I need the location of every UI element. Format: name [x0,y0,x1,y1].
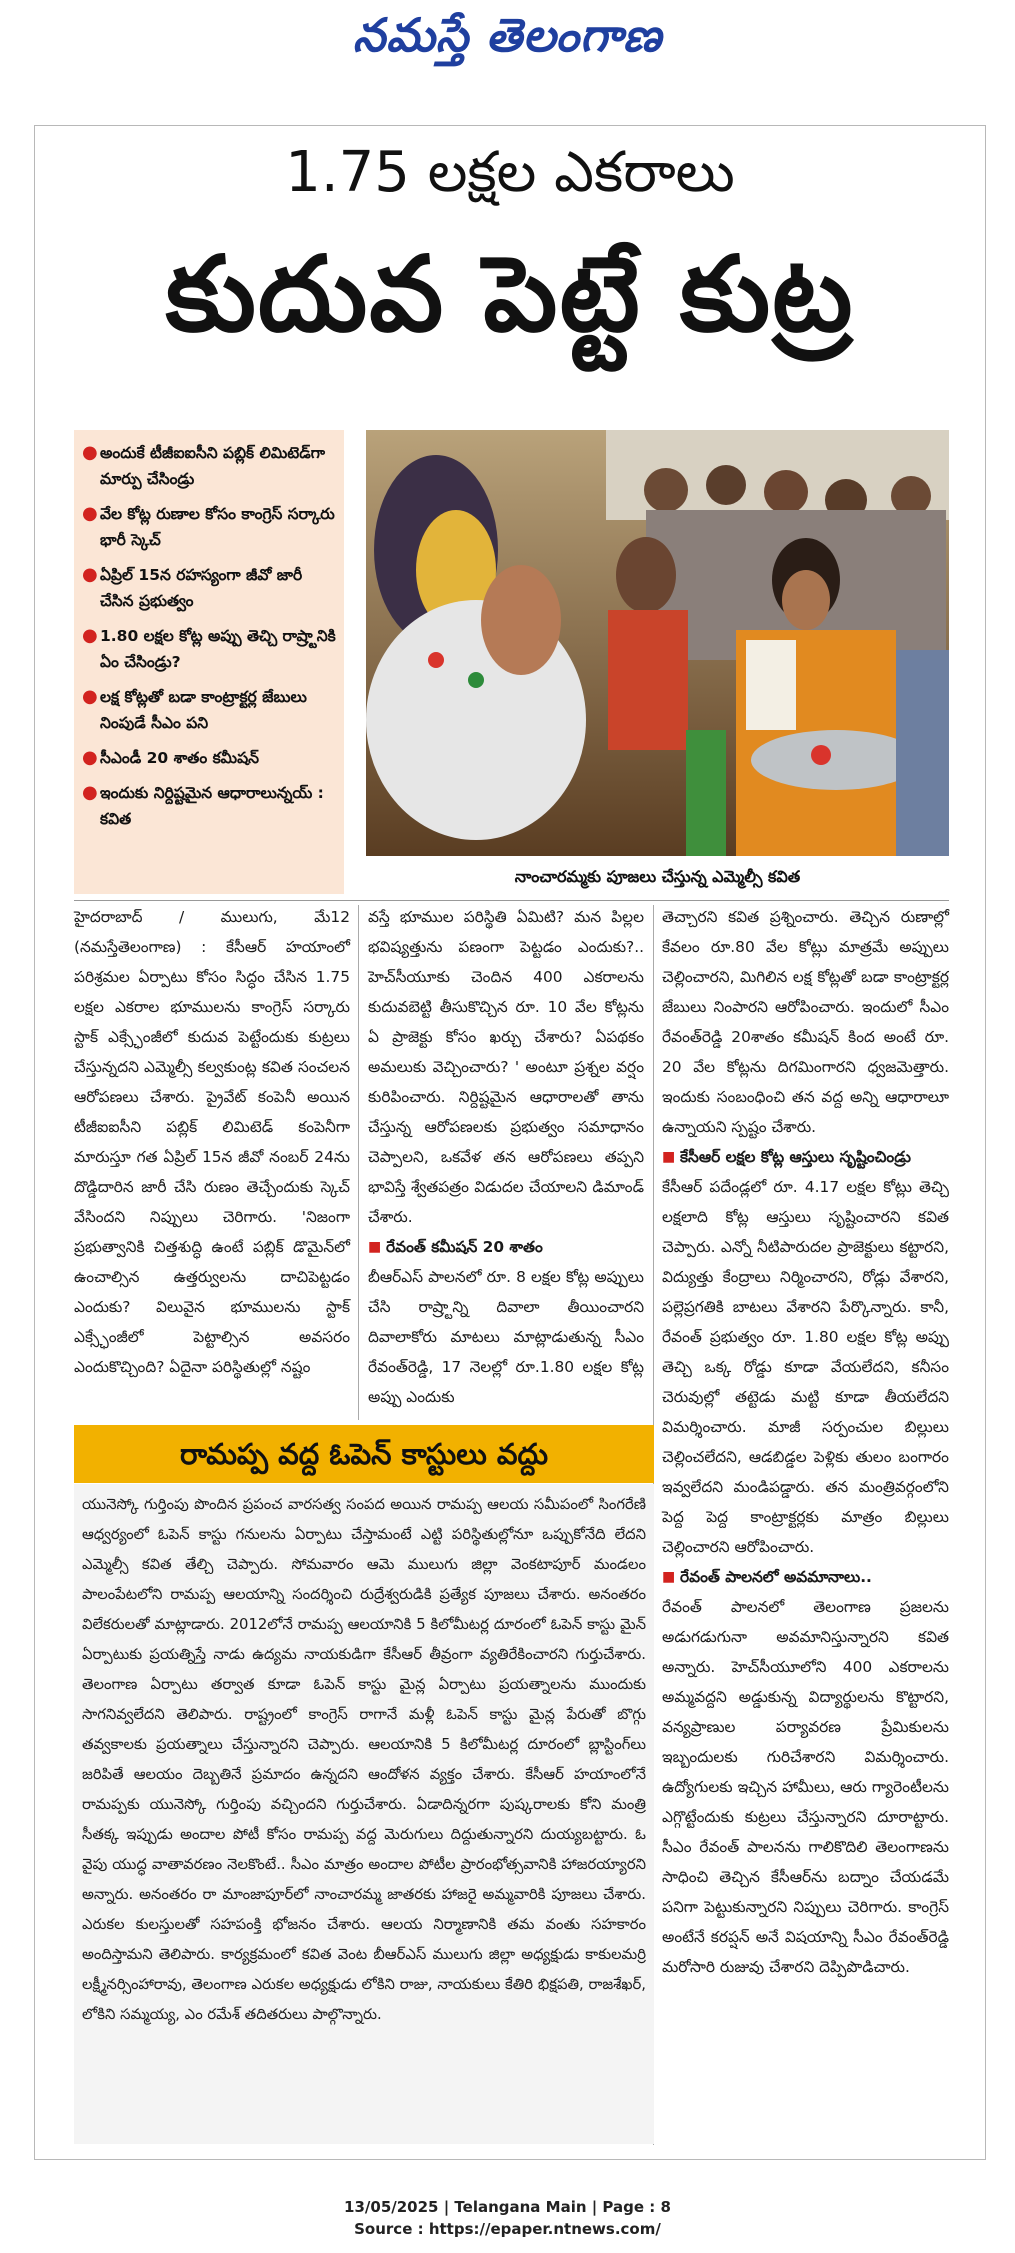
sidebar-story-banner: రామప్ప వద్ద ఓపెన్ కాస్టులు వద్దు [74,1425,654,1483]
highlight-item: ● ఏప్రిల్ 15న రహస్యంగా జీవో జారీ చేసిన ప్రభుత్వం [82,564,303,610]
highlight-item: ● వేల కోట్ల రుణాల కోసం కాంగ్రెస్ సర్కారు భారీ స్కెచ్ [82,503,335,549]
subheading: ■ రేవంత్ కమీషన్ 20 శాతం [368,1232,644,1262]
square-bullet-icon: ■ [368,1239,382,1255]
bullet-dot-icon: ● [82,782,98,803]
article-paragraph: వస్తే భూముల పరిస్థితి ఏమిటి? మన పిల్లల భవిష్యత్తును పణంగా పెట్టడం ఎందుకు?.. హెచ్‌సీయూకు చెందిన 400 ఎకరాలను కుదువబెట్టి తీసుకొచ్చిన రూ. 10 వేల కోట్లను ఏ ప్రాజెక్టు కోసం ఖర్చు చేశారు? ఏపథకం అమలుకు వెచ్చించారు? ' అంటూ ప్రశ్నల వర్షం కురిపించారు. నిర్దిష్టమైన ఆధారాలతో తాను చేస్తున్న ఆరోపణలకు ప్రభుత్వం సమాధానం చెప్పాలని, ఒకవేళ తన ఆరోపణలు తప్పని భావిస్తే శ్వేతపత్రం విడుదల చేయాలని డిమాండ్ చేశారు. [368,908,644,1226]
column-divider [358,905,359,1420]
highlight-item: ● అందుకే టీజీఐఐసీని పబ్లిక్ లిమిటెడ్‌గా మార్పు చేసిండ్రు [82,442,325,488]
article-column-2 [368,902,644,1412]
article-paragraph: కేసీఆర్ పదేండ్లలో రూ. 4.17 లక్షల కోట్లు తెచ్చి లక్షలాది కోట్ల ఆస్తులు సృష్టించారని కవిత చెప్పారు. ఎన్నో నీటిపారుదల ప్రాజెక్టులు కట్టారని, విద్యుత్తు కేంద్రాలు నిర్మించారని, రోడ్లు వేశారని, పల్లెప్రగతికి బాటలు వేశారని పేర్కొన్నారు. కానీ, రేవంత్ ప్రభుత్వం రూ. 1.80 లక్షల కోట్ల అప్పు తెచ్చి ఒక్క రోడ్డు కూడా వేయలేదని, కనీసం చెరువుల్లో తట్టెడు మట్టి కూడా తీయలేదని విమర్శించారు. మాజీ సర్పంచుల బిల్లులు చెల్లించలేదని, ఆడబిడ్డల పెళ్లికు తులం బంగారం ఇవ్వలేదని మండిపడ్డారు. తన మంత్రివర్గంలోని పెద్ద పెద్ద కాంట్రాక్టర్లకు మాత్రం బిల్లులు చెల్లించారని ఆరోపించారు. [662,1178,949,1556]
news-photo [366,430,949,856]
bullet-dot-icon: ● [82,747,98,768]
edition-info: 13/05/2025 | Telangana Main | Page : 8 [344,2198,671,2216]
highlights-box [74,430,344,894]
bullet-dot-icon: ● [82,625,98,646]
square-bullet-icon: ■ [662,1149,676,1165]
highlight-item: ● సీఎండీ 20 శాతం కమీషన్ [82,745,336,771]
source-link[interactable]: Source : https://epaper.ntnews.com/ [354,2220,661,2238]
subheading: ■ రేవంత్ పాలనలో అవమానాలు.. [662,1562,949,1592]
photo-illustration [366,430,949,856]
highlight-item: ● 1.80 లక్షల కోట్ల అప్పు తెచ్చి రాష్ర్టానికి ఏం చేసిండ్రు? [82,625,336,671]
sidebar-story-box [74,1484,654,2144]
masthead-logo: నమస్తే తెలంగాణ [352,8,663,62]
bullet-dot-icon: ● [82,686,98,707]
article-paragraph: యునెస్కో గుర్తింపు పొందిన ప్రపంచ వారసత్వ సంపద అయిన రామప్ప ఆలయ సమీపంలో సింగరేణి ఆధ్వర్యంలో ఓపెన్ కాస్టు గనులను ఏర్పాటు చేస్తామంటే ఎట్టి పరిస్థితుల్లోనూ ఒప్పుకోనేది లేదని ఎమ్మెల్సీ కవిత తేల్చి చెప్పారు. సోమవారం ఆమె ములుగు జిల్లా వెంకటాపూర్ మండలం పాలంపేటలోని రామప్ప ఆలయాన్ని సందర్శించి రుద్రేశ్వరుడికి ప్రత్యేక పూజలు చేశారు. అనంతరం విలేకరులతో మాట్లాడారు. 2012లోనే రామప్ప ఆలయానికి 5 కిలోమీటర్ల దూరంలో ఓపెన్ కాస్టు మైన్ ఏర్పాటుకు ప్రయత్నిస్తే నాడు ఉద్యమ నాయకుడిగా కేసీఆర్ తీవ్రంగా వ్యతిరేకించారని గుర్తుచేశారు. తెలంగాణ ఏర్పాటు తర్వాత కూడా ఓపెన్ కాస్టు మైన్ల ఏర్పాటు ప్రయత్నాలను ముందుకు సాగనివ్వలేదని తెలిపారు. రాష్ట్రంలో కాంగ్రెస్ రాగానే మళ్లీ ఓపెన్ కాస్టు మైన్ల పేరుతో బొగ్గు తవ్వకాలకు ప్రయత్నాలు చేస్తున్నారని చెప్పారు. ఆలయానికి 5 కిలోమీటర్ల దూరంలో బ్లాస్టింగ్‌లు జరిపితే ఆలయం దెబ్బతినే ప్రమాదం ఉన్నదని ఆందోళన వ్యక్తం చేశారు. కేసీఆర్ హయాంలోనే రామప్పకు యునెస్కో గుర్తింపు వచ్చిందని గుర్తుచేశారు. ఏడాదిన్నరగా పుష్కరాలకు కోని మంత్రి సీతక్క ఇప్పుడు అందాల పోటీ కోసం రామప్ప వద్ద మెరుగులు దిద్దుతున్నారని దుయ్యబట్టారు. ఓ వైపు యుద్ధ వాతావరణం నెలకొంటే.. సీఎం మాత్రం అందాల పోటీల ప్రారంభోత్సవానికి హాజరయ్యారని అన్నారు. అనంతరం రా మాంజాపూర్‌లో నాంచారమ్మ జాతరకు హాజరై అమ్మవారికి పూజలు చేశారు. ఎరుకల కులస్తులతో సహపంక్తి భోజనం చేశారు. ఆలయ నిర్మాణానికి తమ వంతు సహకారం అందిస్తామని తెలిపారు. కార్యక్రమంలో కవిత వెంట బీఆర్ఎస్ ములుగు జిల్లా అధ్యక్షుడు కాకులమర్రి లక్ష్మీనర్సింహారావు, తెలంగాణ ఎరుకల అధ్యక్షుడు లోకిని రాజు, నాయకులు కేతిరి భిక్షపతి, రాజశేఖర్, లోకిని సమ్మయ్య, ఎం రమేశ్ తదితరులు పాల్గొన్నారు. [82,1496,646,2023]
article-paragraph: రేవంత్ పాలనలో తెలంగాణ ప్రజలను అడుగడుగునా అవమానిస్తున్నారని కవిత అన్నారు. హెచ్‌సీయూలోని 400 ఎకరాలను అమ్మవద్దని అడ్డుకున్న విద్యార్థులను కొట్టారని, వన్యప్రాణుల పర్యావరణ ప్రేమికులను ఇబ్బందులకు గురిచేశారని విమర్శించారు. ఉద్యోగులకు ఇచ్చిన హామీలు, ఆరు గ్యారెంటీలను ఎగ్గొట్టేందుకు కుట్రలు చేస్తున్నారని దూరాట్టారు. సీఎం రేవంత్ పాలనను గాలికొదిలి తెలంగాణను సాధించి తెచ్చిన కేసీఆర్‌ను బద్నాం చేయడమే పనిగా పెట్టుకున్నారని నిప్పులు చెరిగారు. కాంగ్రెస్ అంటేనే కరప్షన్ అనే విషయాన్ని సీఎం రేవంత్‌రెడ్డి మరోసారి రుజువు చేశారని దెప్పిపొడిచారు. [662,1598,949,1976]
subheading: ■ కేసీఆర్ లక్షల కోట్ల ఆస్తులు సృష్టించిండ్రు [662,1142,949,1172]
photo-caption: నాంచారమ్మకు పూజలు చేస్తున్న ఎమ్మెల్సీ కవిత [514,867,801,886]
highlight-item: ● లక్ష కోట్లతో బడా కాంట్రాక్టర్ల జేబులు నింపుడే సీఎం పని [82,686,307,732]
bullet-dot-icon: ● [82,442,98,463]
square-bullet-icon: ■ [662,1569,676,1585]
divider [74,900,949,901]
headline-kicker: 1.75 లక్షల ఎకరాలు [285,140,735,205]
article-paragraph: హైదరాబాద్ / ములుగు, మే12 (నమస్తేతెలంగాణ) : కేసీఆర్ హయాంలో పరిశ్రమల ఏర్పాటు కోసం సిద్ధం చేసిన 1.75 లక్షల ఎకరాల భూములను కాంగ్రెస్ సర్కారు స్టాక్ ఎక్స్ఛేంజీలో కుదువ పెట్టేందుకు కుట్రలు చేస్తున్నదని ఎమ్మెల్సీ కల్వకుంట్ల కవిత సంచలన ఆరోపణలు చేశారు. ప్రైవేట్ కంపెనీ అయిన టీజీఐఐసీని పబ్లిక్ లిమిటెడ్ కంపెనీగా మారుస్తూ గత ఏప్రిల్ 15న జీవో నంబర్ 24ను దొడ్డిదారిన జారీ చేసి రుణం తెచ్చేందుకు స్కెచ్ వేసిందని నిప్పులు చెరిగారు. 'నిజంగా ప్రభుత్వానికి చిత్తశుద్ధి ఉంటే పబ్లిక్ డొమైన్‌లో ఉంచాల్సిన ఉత్తర్వులను దాచిపెట్టడం ఎందుకు? విలువైన భూములను స్టాక్ ఎక్స్ఛేంజీలో పెట్టాల్సిన అవసరం ఎందుకొచ్చింది? ఏదైనా పరిస్థితుల్లో నష్టం [74,908,350,1376]
bullet-dot-icon: ● [82,503,98,524]
article-paragraph: బీఆర్ఎస్ పాలనలో రూ. 8 లక్షల కోట్ల అప్పులు చేసి రాష్ర్టాన్ని దివాలా తీయించారని దివాలాకోరు మాటలు మాట్లాడుతున్న సీఎం రేవంత్‌రెడ్డి, 17 నెలల్లో రూ.1.80 లక్షల కోట్ల అప్పు ఎందుకు [368,1268,644,1406]
article-paragraph: తెచ్చారని కవిత ప్రశ్నించారు. తెచ్చిన రుణాల్లో కేవలం రూ.80 వేల కోట్లు మాత్రమే అప్పులు చెల్లించారని, మిగిలిన లక్ష కోట్లతో బడా కాంట్రాక్టర్ల జేబులు నింపారని ఆరోపించారు. ఇందులో సీఎం రేవంత్‌రెడ్డి 20శాతం కమీషన్ కింద అంటే రూ. 20 వేల కోట్లను దిగమింగారని ధ్వజమెత్తారు. ఇందుకు సంబంధించి తన వద్ద అన్ని ఆధారాలూ ఉన్నాయని స్పష్టం చేశారు. [662,908,949,1136]
headline-main: కుదువ పెట్టే కుట్ర [165,233,855,355]
article-column-3 [662,902,949,1982]
article-column-1 [74,902,350,1382]
page-footer [0,2196,1015,2240]
bullet-dot-icon: ● [82,564,98,585]
highlight-item: ● ఇందుకు నిర్దిష్టమైన ఆధారాలున్నయ్ : కవిత [82,782,324,828]
